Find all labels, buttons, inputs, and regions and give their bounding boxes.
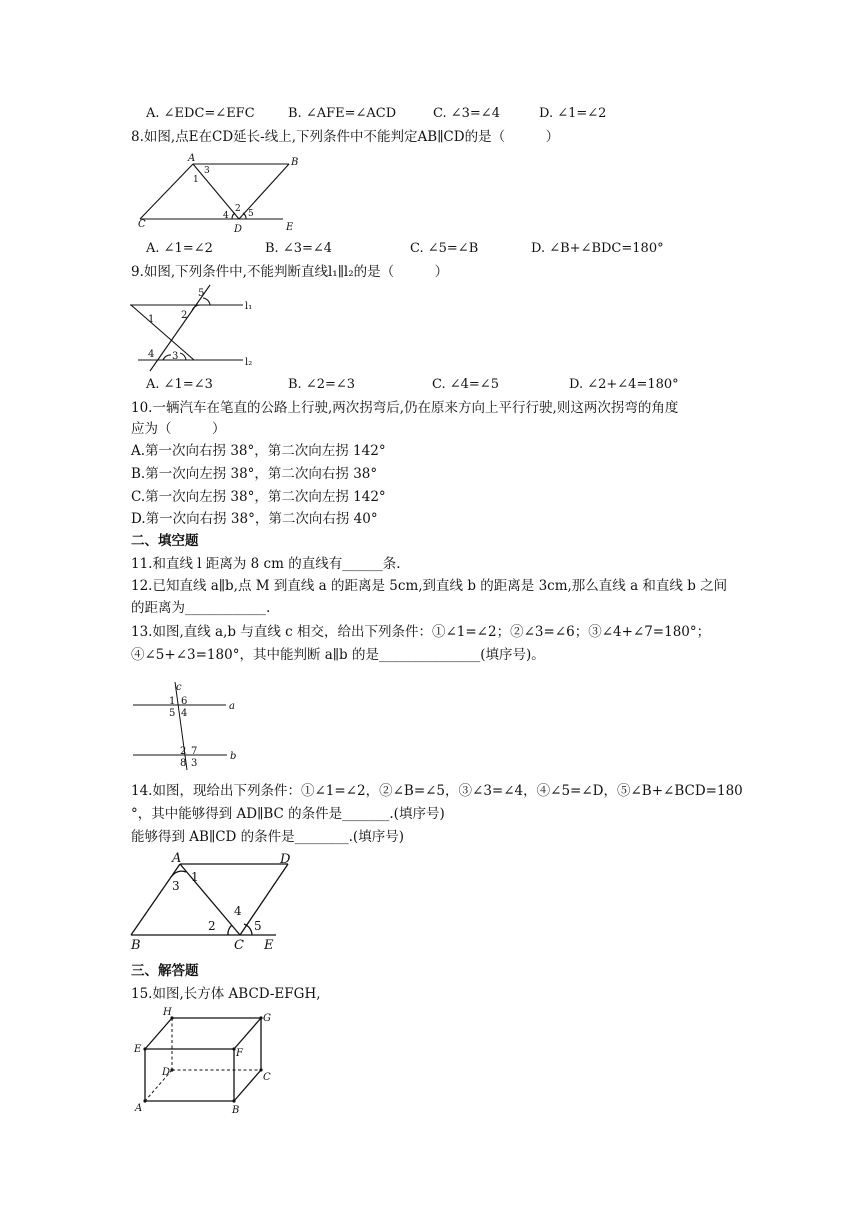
q13-angle-4: 4 (181, 708, 188, 719)
q8-figure (138, 150, 308, 236)
q11-text: 11.和直线 l 距离为 8 cm 的直线有______条. (131, 556, 401, 572)
q14-line1: 14.如图，现给出下列条件：①∠1=∠2，②∠B=∠5，③∠3=∠4，④∠5=∠D，⑤∠B+∠BCD=180 (131, 783, 743, 799)
q14-figure (128, 850, 291, 953)
q15-label-D: D (162, 1067, 171, 1078)
q14-angle-5: 5 (254, 919, 262, 933)
q9-stem: 9.如图,下列条件中,不能判断直线l₁∥l₂的是（ ） (131, 264, 449, 280)
q10-option-d: D.第一次向右拐 38°，第二次向右拐 40° (131, 511, 378, 527)
q15-cuboid-figure (130, 1005, 280, 1117)
q15-label-B: B (232, 1105, 240, 1116)
section-heading-fill-in: 二、填空题 (131, 533, 199, 549)
q13-line2: ④∠5+∠3=180°，其中能判断 a∥b 的是_______________(填序号)。 (131, 647, 545, 663)
q14-label-C: C (234, 938, 244, 953)
q14-angle-1: 1 (191, 870, 199, 884)
q10-option-a: A.第一次向右拐 38°，第二次向左拐 142° (131, 443, 386, 459)
q15-label-C: C (263, 1072, 271, 1083)
q15-label-F: F (236, 1048, 243, 1059)
q14-label-E: E (264, 938, 274, 953)
q14-angle-4: 4 (234, 904, 242, 918)
q13-label-a: a (229, 701, 235, 712)
q13-label-c: c (176, 682, 182, 693)
q9-angle-5: 5 (198, 288, 205, 299)
q14-line3: 能够得到 AB∥CD 的条件是________.(填序号) (131, 829, 404, 845)
q12-line2: 的距离为____________. (131, 600, 271, 616)
q13-angle-1: 1 (169, 696, 176, 707)
q13-angle-7: 7 (191, 746, 198, 757)
q8-label-A: A (188, 153, 196, 164)
q13-angle-2: 2 (180, 746, 187, 757)
q8-label-B: B (291, 157, 299, 168)
q13-label-b: b (230, 751, 237, 762)
q9-option-d: D. ∠2+∠4=180° (569, 377, 679, 392)
q8-angle-4: 4 (223, 211, 229, 221)
q7-option-b: B. ∠AFE=∠ACD (288, 106, 397, 121)
q15-label-G: G (263, 1013, 271, 1024)
q7-option-c: C. ∠3=∠4 (433, 106, 500, 121)
q10-option-b: B.第一次向左拐 38°，第二次向右拐 38° (131, 466, 378, 482)
q14-label-A: A (172, 851, 182, 866)
q13-angle-8: 8 (180, 758, 187, 769)
q8-option-b: B. ∠3=∠4 (265, 241, 333, 256)
q9-angle-2: 2 (181, 310, 188, 321)
q8-stem: 8.如图,点E在CD延长-线上,下列条件中不能判定AB∥CD的是（ ） (131, 129, 560, 145)
q7-option-d: D. ∠1=∠2 (539, 106, 607, 121)
q14-label-D: D (280, 852, 291, 867)
q9-angle-1: 1 (148, 314, 155, 325)
q9-angle-4: 4 (148, 349, 155, 360)
q8-label-E: E (286, 222, 294, 233)
q10-option-c: C.第一次向左拐 38°，第二次向左拐 142° (131, 489, 386, 505)
q8-angle-3: 3 (204, 166, 210, 176)
q13-angle-5: 5 (169, 708, 176, 719)
q8-option-d: D. ∠B+∠BDC=180° (531, 241, 664, 256)
q13-angle-6: 6 (181, 696, 188, 707)
q8-angle-2: 2 (235, 204, 241, 214)
q15-label-E: E (134, 1044, 142, 1055)
q9-option-a: A. ∠1=∠3 (146, 377, 213, 392)
q8-angle-1: 1 (193, 175, 199, 185)
q8-angle-5: 5 (248, 209, 254, 219)
q9-angle-3: 3 (172, 351, 179, 362)
q13-figure (130, 680, 250, 772)
q9-option-c: C. ∠4=∠5 (432, 377, 499, 392)
q8-label-D: D (234, 224, 243, 235)
q14-angle-2: 2 (208, 919, 216, 933)
q14-angle-3: 3 (172, 879, 180, 893)
q13-line1: 13.如图,直线 a,b 与直线 c 相交，给出下列条件：①∠1=∠2；②∠3=∠6；③∠4+∠7=180°； (131, 624, 711, 640)
q9-label-l2: l₂ (245, 357, 253, 368)
q8-option-a: A. ∠1=∠2 (146, 241, 213, 256)
q15-stem: 15.如图,长方体 ABCD-EFGH, (131, 986, 321, 1002)
q10-stem-line2: 应为（ ） (131, 421, 226, 437)
q8-option-c: C. ∠5=∠B (410, 241, 479, 256)
section-heading-answer: 三、解答题 (131, 963, 199, 979)
q13-angle-3: 3 (191, 758, 198, 769)
q9-label-l1: l₁ (245, 301, 253, 312)
q15-label-H: H (163, 1007, 172, 1018)
q15-label-A: A (135, 1103, 143, 1114)
q14-line2: °，其中能够得到 AD∥BC 的条件是_______.(填序号) (131, 806, 445, 822)
q9-option-b: B. ∠2=∠3 (288, 377, 356, 392)
q10-stem-line1: 10.一辆汽车在笔直的公路上行驶,两次拐弯后,仍在原来方向上平行行驶,则这两次拐弯的角度 (131, 400, 679, 416)
q8-label-C: C (138, 219, 146, 230)
q12-line1: 12.已知直线 a∥b,点 M 到直线 a 的距离是 5cm,到直线 b 的距离是 3cm,那么直线 a 和直线 b 之间 (131, 578, 728, 594)
q7-option-a: A. ∠EDC=∠EFC (146, 106, 255, 121)
q9-figure (128, 285, 268, 373)
q14-label-B: B (131, 938, 141, 953)
